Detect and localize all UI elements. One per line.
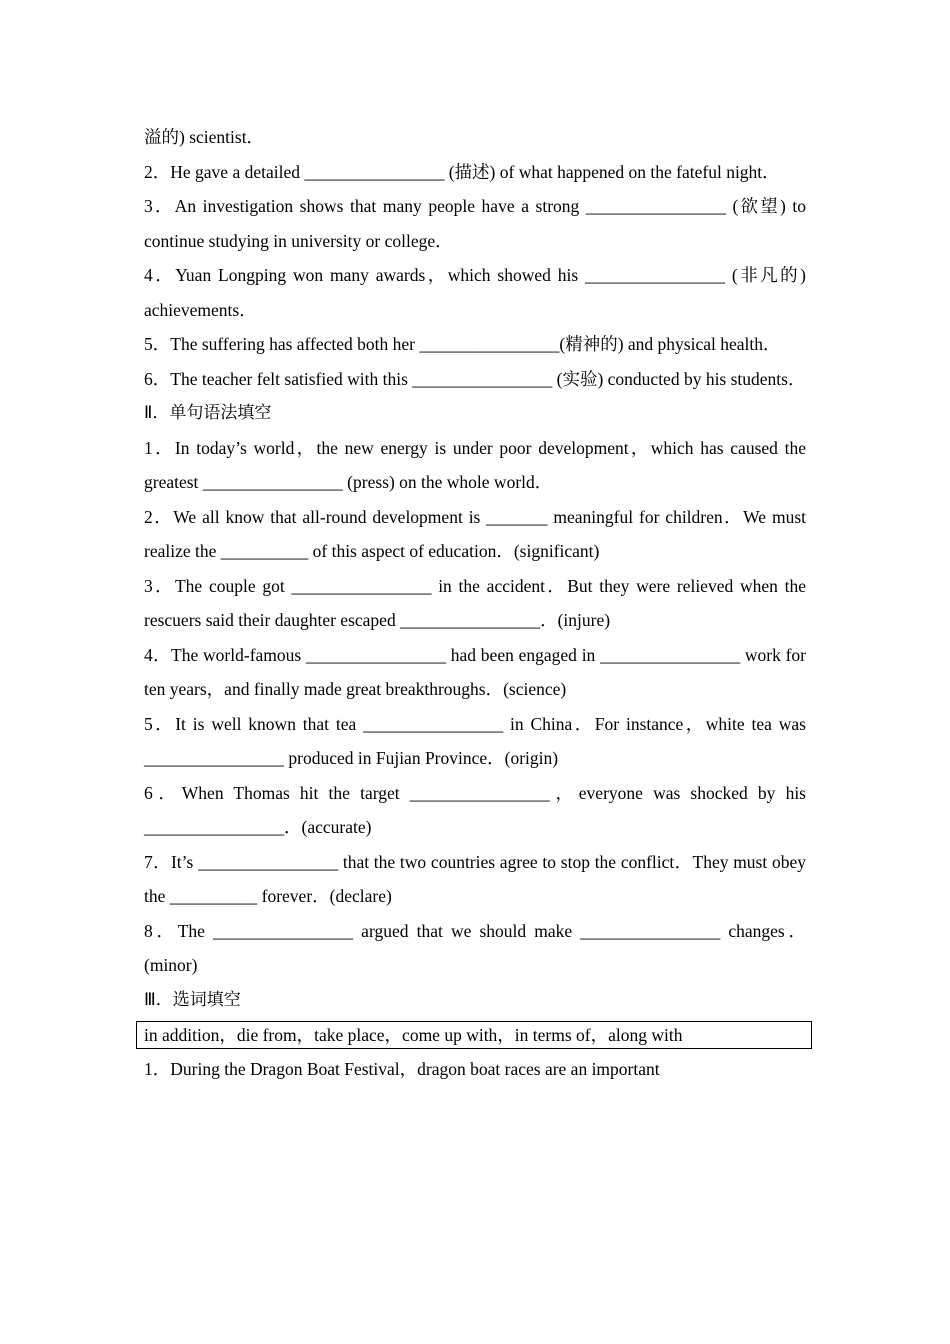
exercise-line-continuation: 溢的) scientist． [144,127,265,147]
grammar-item-4: 4．The world-famous ________________ had been engaged in ________________ work for ten years，and finally made great breakthroughs．(science) [144,644,806,699]
worksheet-page [144,120,806,1087]
grammar-item-7: 7．It’s ________________ that the two countries agree to stop the conflict．They must obey the __________ forever．(declare) [144,851,806,906]
exercise-item-3: 3．An investigation shows that many people have a strong ________________ (欲望) to continue studying in university or college． [144,196,806,251]
grammar-item-2: 2．We all know that all-round development is _______ meaningful for children．We must realize the __________ of this aspect of education．(significant) [144,506,806,561]
word-bank-box: in addition，die from，take place，come up with，in terms of，along with [136,1021,812,1049]
exercise-item-4: 4．Yuan Longping won many awards，which showed his ________________ (非凡的) achievements． [144,265,806,320]
word-choice-item-1: 1．During the Dragon Boat Festival，dragon boat races are an important [144,1059,660,1079]
grammar-item-1: 1．In today’s world，the new energy is under poor development，which has caused the greatest ________________ (press) on the whole world． [144,437,806,492]
grammar-item-5: 5．It is well known that tea ________________ in China．For instance，white tea was ________________ produced in Fujian Province．(origin) [144,713,806,768]
grammar-item-8: 8．The ________________ argued that we should make ________________ changes．(minor) [144,920,806,975]
section-3-heading: Ⅲ．选词填空 [144,989,241,1010]
section-2-heading: Ⅱ．单句语法填空 [144,403,272,423]
exercise-item-6: 6．The teacher felt satisfied with this ________________ (实验) conducted by his students． [144,368,806,389]
exercise-item-5: 5．The suffering has affected both her ________________(精神的) and physical health． [144,334,781,354]
grammar-item-6: 6．When Thomas hit the target ________________，everyone was shocked by his ________________．(accurate) [144,782,806,837]
grammar-item-3: 3．The couple got ________________ in the accident．But they were relieved when the rescuers said their daughter escaped ________________．(injure) [144,575,806,630]
exercise-item-2: 2．He gave a detailed ________________ (描述) of what happened on the fateful night． [144,161,780,182]
